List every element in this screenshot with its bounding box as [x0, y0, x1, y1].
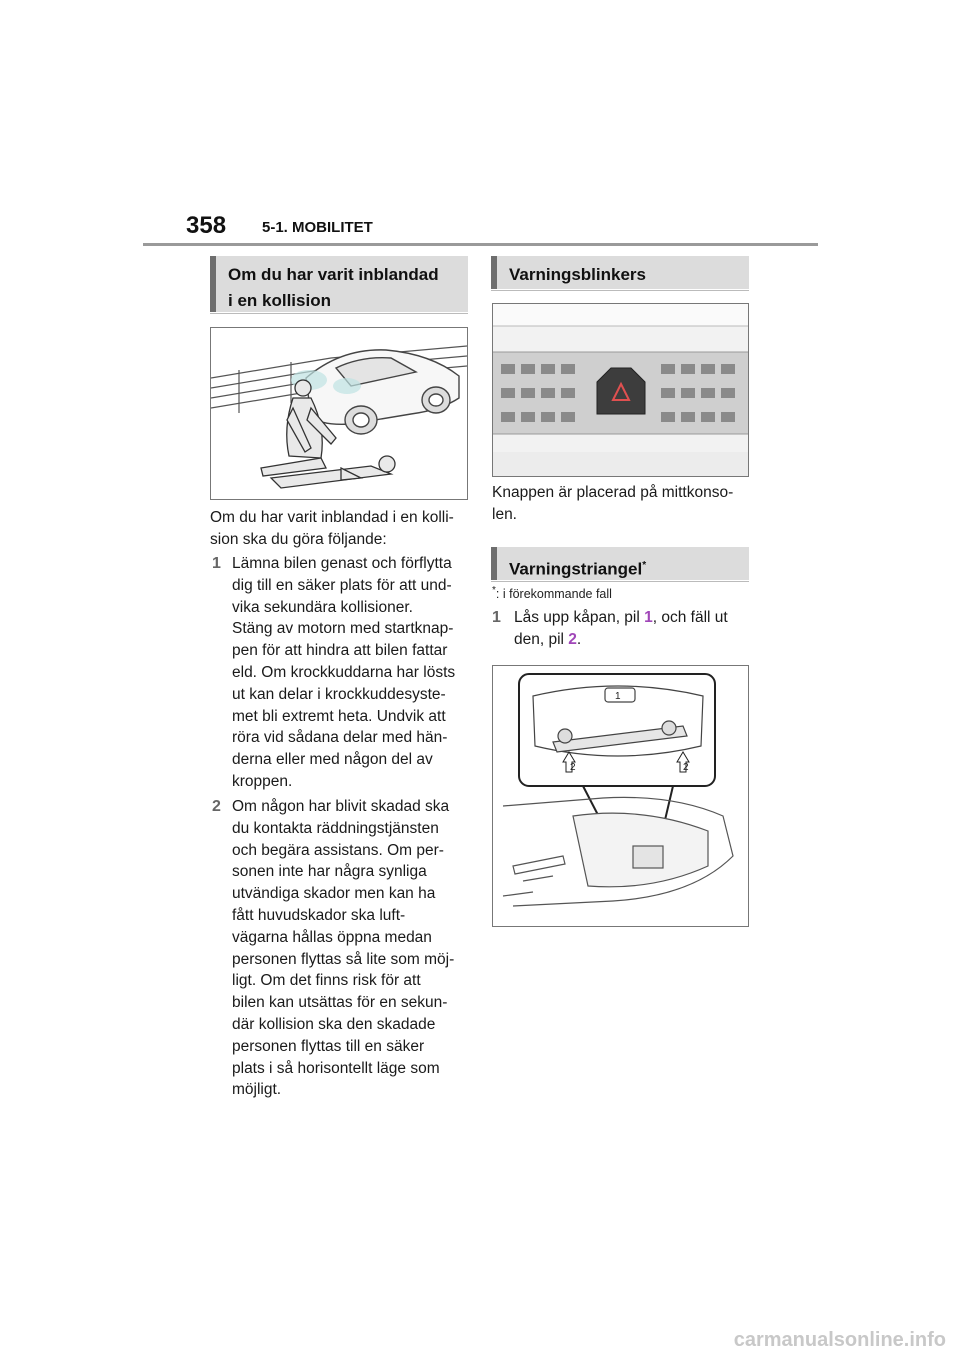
caption-line: len. [492, 505, 517, 523]
step-line: Stäng av motorn med startknap- [232, 620, 454, 638]
collision-heading [210, 256, 468, 312]
heading-underline [491, 581, 749, 582]
inset-label-1: 1 [615, 691, 621, 702]
heading-underline [210, 313, 468, 314]
hazard-illustration [492, 303, 749, 477]
triangle-drawing [493, 666, 748, 926]
footnote-mark: * [492, 585, 496, 596]
caption-line: Knappen är placerad på mittkonso- [492, 484, 734, 501]
collision-step-2 [210, 796, 470, 1101]
arrow-1-ref: 1 [644, 609, 653, 626]
hazard-heading-text: Varningsblinkers [509, 265, 646, 284]
section-title: 5-1. MOBILITET [262, 219, 373, 236]
step-line: plats i så horisontellt läge som [232, 1059, 440, 1077]
hazard-drawing [493, 304, 748, 476]
triangle-illustration [492, 665, 749, 927]
collision-heading-line1: Om du har varit inblandad [228, 265, 439, 284]
triangle-heading [491, 547, 749, 580]
triangle-footnote [492, 585, 612, 601]
step-number: 1 [492, 609, 501, 626]
step-line: röra vid sådana delar med hän- [232, 729, 448, 747]
step-text: . [576, 630, 582, 648]
triangle-heading-text: Varningstriangel [509, 559, 643, 579]
step-line: Om någon har blivit skadad ska [232, 798, 450, 815]
collision-illustration [210, 327, 468, 500]
header-rule [143, 243, 818, 246]
step-line: fått huvudskador ska luft- [232, 906, 406, 924]
collision-drawing [211, 328, 467, 499]
arrow-2-ref: 2 [568, 630, 577, 648]
intro-line: sion ska du göra följande: [210, 530, 387, 548]
step-line: och begära assistans. Om per- [232, 841, 444, 859]
footnote-text: : i förekommande fall [495, 587, 612, 602]
step-line: vika sekundära kollisioner. [232, 598, 413, 616]
collision-heading-line2: i en kollision [228, 291, 331, 310]
step-text: Lås upp kåpan, pil [514, 609, 645, 626]
step-line: sonen inte har några synliga [232, 863, 427, 881]
inset-label-2a: 2 [570, 762, 576, 773]
hazard-heading [491, 256, 749, 289]
page-number: 358 [186, 212, 227, 239]
step-line: kroppen. [232, 772, 293, 790]
step-line: vägarna hållas öppna medan [232, 928, 432, 946]
collision-intro [210, 507, 470, 551]
step-text: den, pil [514, 630, 569, 648]
triangle-step-1 [492, 607, 752, 651]
hazard-caption [492, 482, 752, 526]
heading-underline [491, 290, 749, 291]
step-line: ut kan delar i krockkuddesyste- [232, 685, 446, 703]
triangle-heading-mark: * [642, 560, 647, 571]
step-line: där kollision ska den skadade [232, 1015, 436, 1033]
step-line: personen flyttas så lite som möj- [232, 950, 455, 968]
collision-step-1 [210, 553, 470, 793]
step-line: derna eller med någon del av [232, 751, 433, 769]
step-line: pen för att hindra att bilen fattar [232, 642, 448, 660]
intro-line: Om du har varit inblandad i en kolli- [210, 509, 454, 526]
step-line: du kontakta räddningstjänsten [232, 819, 439, 837]
step-line: dig till en säker plats för att und- [232, 576, 452, 594]
step-number: 1 [212, 555, 221, 572]
step-line: bilen kan utsättas för en sekun- [232, 994, 448, 1012]
step-line: personen flyttas till en säker [232, 1037, 425, 1055]
step-line: utvändiga skador men kan ha [232, 885, 436, 903]
step-line: met bli extremt heta. Undvik att [232, 707, 446, 725]
inset-label-2b: 2 [683, 762, 689, 773]
step-text: , och fäll ut [652, 609, 728, 626]
step-line: möjligt. [232, 1081, 282, 1099]
step-line: Lämna bilen genast och förflytta [232, 555, 452, 572]
step-number: 2 [212, 798, 221, 815]
watermark: carmanualsonline.info [733, 1329, 946, 1351]
step-line: ligt. Om det finns risk för att [232, 972, 421, 990]
step-line: eld. Om krockkuddarna har lösts [232, 663, 456, 681]
